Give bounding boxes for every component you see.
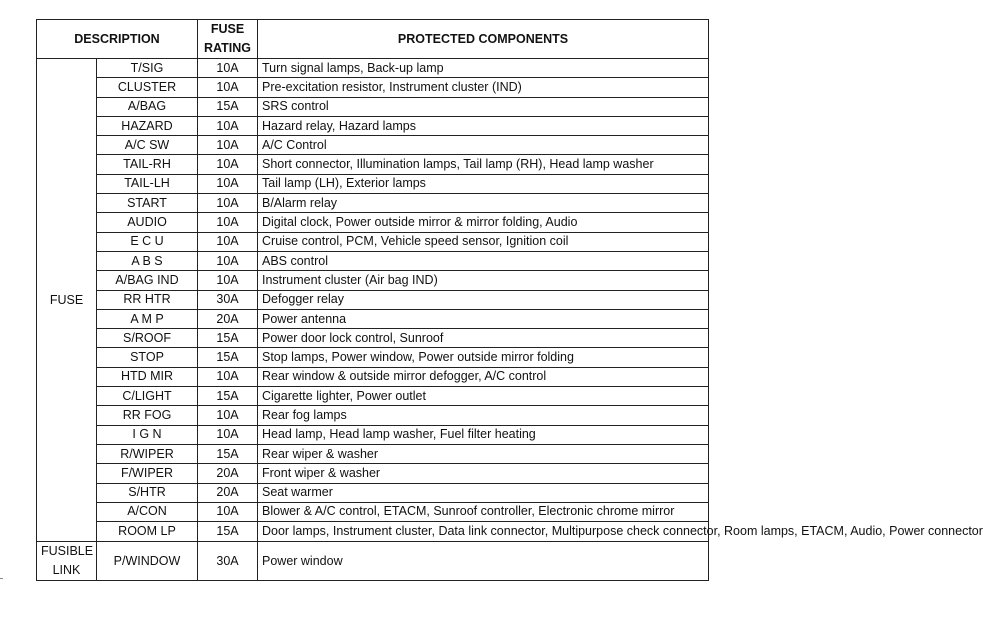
fuse-name-cell: TAIL-LH [97,174,198,193]
table-row [37,464,709,483]
fuse-rating-cell: 15A [198,329,258,348]
margin-mark [0,578,3,579]
table-row [37,116,709,135]
protected-components-cell: Short connector, Illumination lamps, Tail lamp (RH), Head lamp washer [258,155,709,174]
protected-components-cell: Pre-excitation resistor, Instrument cluster (IND) [258,78,709,97]
table-row [37,290,709,309]
fuse-rating-cell: 10A [198,194,258,213]
fuse-rating-cell: 15A [198,444,258,463]
fuse-name-cell: S/HTR [97,483,198,502]
fuse-name-cell: A/CON [97,502,198,521]
protected-components-cell: A/C Control [258,136,709,155]
fuse-name-cell: I G N [97,425,198,444]
fuse-name-cell: HTD MIR [97,367,198,386]
fuse-rating-cell: 30A [198,290,258,309]
fuse-name-cell: TAIL-RH [97,155,198,174]
fuse-table-body [37,59,983,581]
fuse-rating-cell: 20A [198,483,258,502]
protected-components-cell: Power window [258,542,709,581]
table-row [37,78,709,97]
fuse-rating-cell: 10A [198,155,258,174]
protected-components-cell: Hazard relay, Hazard lamps [258,116,709,135]
protected-components-cell: B/Alarm relay [258,194,709,213]
table-row [37,483,709,502]
protected-components-cell: Instrument cluster (Air bag IND) [258,271,709,290]
fuse-rating-cell: 10A [198,78,258,97]
category-cell: FUSE [37,59,97,542]
fuse-name-cell: STOP [97,348,198,367]
protected-components-cell: SRS control [258,97,709,116]
table-row [37,271,709,290]
table-row [37,194,709,213]
protected-components-cell: Turn signal lamps, Back-up lamp [258,59,709,78]
fuse-rating-header-line1: FUSE [210,22,245,36]
table-row [37,174,709,193]
fuse-name-cell: A M P [97,309,198,328]
table-row [37,329,709,348]
fuse-rating-cell: 10A [198,251,258,270]
table-row [37,542,709,581]
protected-components-cell: Head lamp, Head lamp washer, Fuel filter heating [258,425,709,444]
fuse-rating-cell: 10A [198,116,258,135]
fuse-name-cell: P/WINDOW [97,542,198,581]
fuse-name-cell: A/BAG IND [97,271,198,290]
fuse-name-cell: R/WIPER [97,444,198,463]
protected-components-cell: Rear window & outside mirror defogger, A/C control [258,367,709,386]
protected-components-cell: Rear fog lamps [258,406,709,425]
fuse-table [36,19,983,581]
table-row [37,425,709,444]
table-row [37,522,709,542]
fuse-rating-cell: 15A [198,97,258,116]
protected-components-cell: Power antenna [258,309,709,328]
protected-components-cell: ABS control [258,251,709,270]
fuse-name-cell: START [97,194,198,213]
fuse-name-cell: RR FOG [97,406,198,425]
fuse-name-cell: A B S [97,251,198,270]
fuse-name-cell: A/C SW [97,136,198,155]
protected-components-cell: Front wiper & washer [258,464,709,483]
table-row [37,309,709,328]
fuse-name-cell: RR HTR [97,290,198,309]
protected-components-cell: Digital clock, Power outside mirror & mirror folding, Audio [258,213,709,232]
protected-components-cell: Stop lamps, Power window, Power outside mirror folding [258,348,709,367]
protected-components-cell: Cruise control, PCM, Vehicle speed sensor, Ignition coil [258,232,709,251]
protected-components-cell: Power door lock control, Sunroof [258,329,709,348]
fuse-rating-cell: 10A [198,406,258,425]
fuse-name-cell: C/LIGHT [97,387,198,406]
protected-components-cell: Blower & A/C control, ETACM, Sunroof controller, Electronic chrome mirror [258,502,709,521]
protected-components-cell: Rear wiper & washer [258,444,709,463]
header-row [37,20,709,59]
fuse-rating-cell: 15A [198,348,258,367]
table-row [37,406,709,425]
table-row [37,251,709,270]
protected-components-cell: Door lamps, Instrument cluster, Data link connector, Multipurpose check connector, Room lamps, ETACM, Audio, Power connector [258,522,709,542]
fuse-rating-cell: 10A [198,232,258,251]
fuse-rating-cell: 10A [198,367,258,386]
fuse-name-cell: E C U [97,232,198,251]
fuse-rating-cell: 15A [198,522,258,542]
fuse-name-cell: CLUSTER [97,78,198,97]
table-row [37,97,709,116]
fuse-rating-cell: 10A [198,425,258,444]
table-row [37,59,709,78]
fuse-rating-cell: 10A [198,59,258,78]
fuse-rating-cell: 20A [198,309,258,328]
table-row [37,155,709,174]
table-row [37,444,709,463]
fuse-rating-cell: 10A [198,136,258,155]
fuse-rating-header-line2: RATING [204,41,251,55]
fuse-rating-header [198,20,258,59]
table-row [37,232,709,251]
fuse-rating-cell: 10A [198,174,258,193]
protected-components-header: PROTECTED COMPONENTS [258,20,709,59]
table-row [37,502,709,521]
fuse-rating-cell: 10A [198,213,258,232]
fuse-name-cell: T/SIG [97,59,198,78]
protected-components-cell: Tail lamp (LH), Exterior lamps [258,174,709,193]
fuse-name-cell: HAZARD [97,116,198,135]
table-row [37,348,709,367]
fuse-name-cell: S/ROOF [97,329,198,348]
fuse-name-cell: ROOM LP [97,522,198,542]
protected-components-cell: Seat warmer [258,483,709,502]
fuse-rating-cell: 10A [198,502,258,521]
table-row [37,213,709,232]
protected-components-cell: Cigarette lighter, Power outlet [258,387,709,406]
fuse-name-cell: F/WIPER [97,464,198,483]
fuse-rating-cell: 10A [198,271,258,290]
fuse-rating-cell: 20A [198,464,258,483]
category-cell [37,542,97,581]
table-row [37,367,709,386]
fuse-rating-cell: 15A [198,387,258,406]
description-header: DESCRIPTION [37,20,198,59]
table-row [37,387,709,406]
protected-components-cell: Defogger relay [258,290,709,309]
category-line1: FUSIBLE [41,544,94,559]
fuse-name-cell: AUDIO [97,213,198,232]
fuse-rating-cell: 30A [198,542,258,581]
fuse-name-cell: A/BAG [97,97,198,116]
table-row [37,136,709,155]
category-line2: LINK [52,563,81,578]
